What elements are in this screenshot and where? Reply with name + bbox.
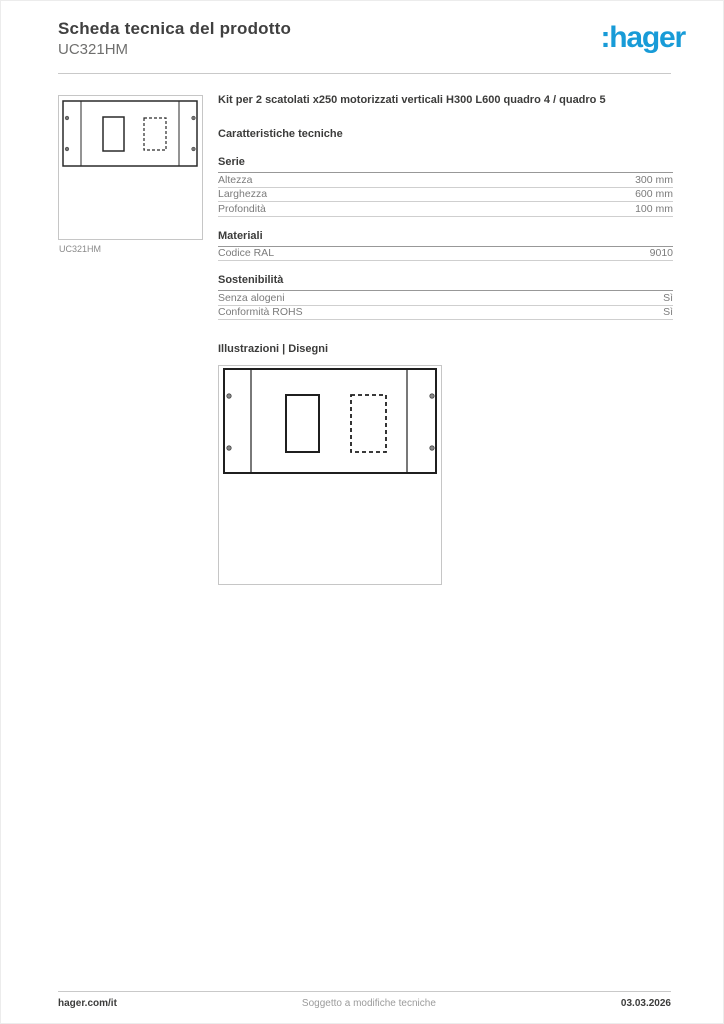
row-value: Sì (663, 306, 673, 319)
product-code: UC321HM (58, 41, 129, 58)
product-thumbnail-drawing (59, 96, 202, 239)
table-row (218, 202, 673, 217)
section-heading: Sostenibilità (218, 274, 673, 291)
header-divider (58, 73, 671, 74)
footer (58, 998, 671, 1009)
row-label: Conformità ROHS (218, 306, 303, 319)
section-sostenibilita (218, 274, 673, 320)
footer-disclaimer: Soggetto a modifiche tecniche (301, 998, 436, 1009)
footer-website-link[interactable]: hager.com/it (58, 998, 117, 1009)
technical-drawing-frame (218, 365, 442, 585)
page-title: Scheda tecnica del prodotto (58, 19, 292, 38)
footer-date: 03.03.2026 (620, 998, 671, 1009)
row-label: Larghezza (218, 188, 268, 201)
table-row (218, 173, 673, 188)
section-serie (218, 156, 673, 217)
row-value: 300 mm (635, 173, 673, 186)
table-row (218, 188, 673, 203)
section-heading: Materiali (218, 230, 673, 247)
product-thumbnail (58, 95, 203, 240)
table-row (218, 291, 673, 306)
hager-logo: :hager (600, 21, 685, 54)
row-value: Sì (663, 291, 673, 304)
row-label: Profondità (218, 202, 266, 215)
table-row (218, 306, 673, 321)
row-value: 9010 (649, 247, 673, 260)
characteristics-heading: Caratteristiche tecniche (218, 128, 343, 140)
footer-divider (58, 991, 671, 992)
row-value: 600 mm (635, 188, 673, 201)
illustrations-heading: Illustrazioni | Disegni (218, 343, 329, 355)
product-description: Kit per 2 scatolati x250 motorizzati verticali H300 L600 quadro 4 / quadro 5 (218, 94, 606, 106)
row-label: Senza alogeni (218, 291, 285, 304)
header (58, 18, 291, 59)
row-label: Codice RAL (218, 247, 275, 260)
row-value: 100 mm (635, 202, 673, 215)
technical-drawing (219, 366, 441, 584)
table-row (218, 247, 673, 262)
section-materiali (218, 230, 673, 262)
thumbnail-caption: UC321HM (59, 244, 102, 254)
main-content (218, 93, 673, 585)
section-heading: Serie (218, 156, 673, 173)
row-label: Altezza (218, 173, 253, 186)
